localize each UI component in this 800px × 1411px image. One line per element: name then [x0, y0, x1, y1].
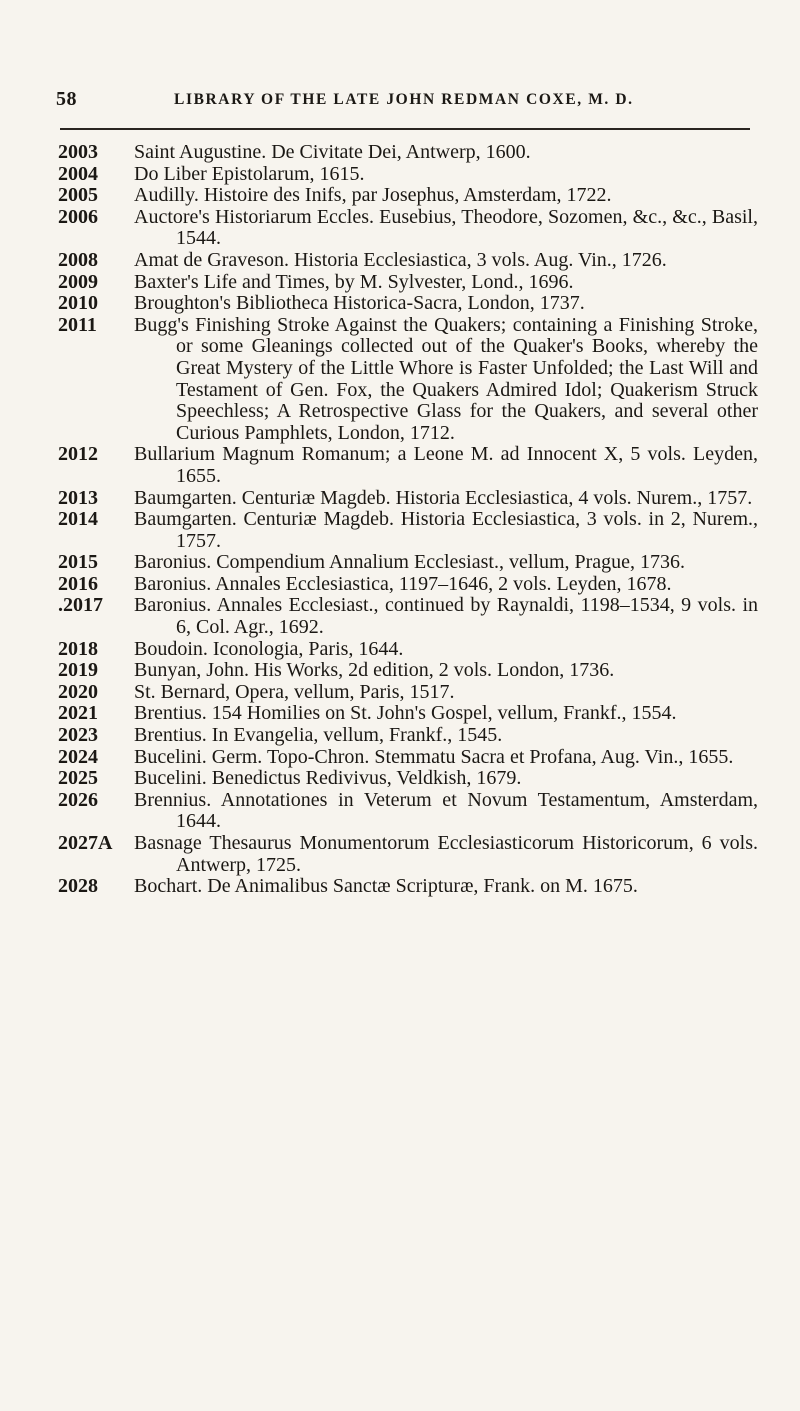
- page-number: 58: [56, 88, 77, 110]
- catalogue-entry: [58, 315, 758, 445]
- catalogue-entry: [58, 164, 758, 186]
- lot-number: 2003: [58, 141, 98, 163]
- catalogue-entry: [58, 660, 758, 682]
- catalogue-entry: [58, 444, 758, 487]
- entry-description: Baumgarten. Centuriæ Magdeb. Historia Ecclesiastica, 4 vols. Nurem., 1757.: [134, 486, 753, 509]
- entry-description: Saint Augustine. De Civitate Dei, Antwerp, 1600.: [134, 141, 531, 163]
- lot-number: 2023: [58, 724, 98, 747]
- entry-description: Brennius. Annotationes in Veterum et Novum Testamentum, Amsterdam, 1644.: [134, 788, 758, 833]
- lot-number: 2021: [58, 702, 98, 725]
- lot-number: 2025: [58, 767, 98, 790]
- lot-number: 2012: [58, 443, 98, 466]
- lot-number: 2026: [58, 788, 98, 811]
- entry-list: [58, 142, 758, 898]
- entry-description: Brentius. In Evangelia, vellum, Frankf., 1545.: [134, 724, 503, 747]
- lot-number: .2017: [58, 594, 103, 617]
- lot-number: 2005: [58, 184, 98, 207]
- lot-number: 2004: [58, 162, 98, 185]
- catalogue-entry: [58, 682, 758, 704]
- catalogue-entry: [58, 725, 758, 747]
- lot-number: 2018: [58, 637, 98, 660]
- lot-number: 2019: [58, 659, 98, 682]
- catalogue-entry: [58, 488, 758, 510]
- entry-description: Bucelini. Benedictus Redivivus, Veldkish, 1679.: [134, 767, 522, 790]
- entry-description: Amat de Graveson. Historia Ecclesiastica, 3 vols. Aug. Vin., 1726.: [134, 248, 667, 271]
- entry-description: Baronius. Annales Ecclesiast., continued by Raynaldi, 1198–1534, 9 vols. in 6, Col. Agr., 1692.: [134, 594, 758, 639]
- catalogue-entry: [58, 552, 758, 574]
- catalogue-entry: [58, 272, 758, 294]
- entry-description: St. Bernard, Opera, vellum, Paris, 1517.: [134, 680, 455, 703]
- entry-description: Boudoin. Iconologia, Paris, 1644.: [134, 637, 404, 660]
- catalogue-entry: [58, 574, 758, 596]
- entry-description: Baronius. Compendium Annalium Ecclesiast., vellum, Prague, 1736.: [134, 551, 686, 574]
- entry-description: Do Liber Epistolarum, 1615.: [134, 162, 365, 185]
- catalogue-entry: [58, 595, 758, 638]
- lot-number: 2006: [58, 205, 98, 228]
- lot-number: 2027A: [58, 832, 113, 854]
- lot-number: 2010: [58, 292, 98, 315]
- catalogue-entry: [58, 293, 758, 315]
- entry-description: Baronius. Annales Ecclesiastica, 1197–1646, 2 vols. Leyden, 1678.: [134, 572, 672, 595]
- lot-number: 2020: [58, 680, 98, 703]
- running-title: LIBRARY OF THE LATE JOHN REDMAN COXE, M. D.: [174, 91, 634, 108]
- entry-description: Bunyan, John. His Works, 2d edition, 2 vols. London, 1736.: [134, 659, 615, 682]
- catalogue-entry: [58, 747, 758, 769]
- lot-number: 2014: [58, 508, 98, 531]
- entry-description: Bugg's Finishing Stroke Against the Quakers; containing a Finishing Stroke, or some Gleanings collected out of the Quaker's Books, whereby the Great Mystery of the Little Whore is Faster Unfolded; the Last Will and Testament of Gen. Fox, the Quakers Admired Idol; Quakerism Struck Speechless; A Retrospective Glass for the Quakers, and several other Curious Pamphlets, London, 1712.: [134, 313, 758, 444]
- lot-number: 2008: [58, 248, 98, 271]
- entry-description: Broughton's Bibliotheca Historica-Sacra, London, 1737.: [134, 292, 585, 315]
- entry-description: Audilly. Histoire des Inifs, par Josephus, Amsterdam, 1722.: [134, 184, 612, 207]
- page-header: [50, 88, 750, 114]
- lot-number: 2028: [58, 875, 98, 898]
- entry-description: Basnage Thesaurus Monumentorum Ecclesiasticorum Historicorum, 6 vols. Antwerp, 1725.: [134, 832, 758, 876]
- entry-description: Baumgarten. Centuriæ Magdeb. Historia Ecclesiastica, 3 vols. in 2, Nurem., 1757.: [134, 508, 758, 552]
- catalogue-entry: [58, 509, 758, 552]
- entry-description: Bochart. De Animalibus Sanctæ Scripturæ, Frank. on M. 1675.: [134, 875, 638, 898]
- lot-number: 2015: [58, 551, 98, 574]
- catalogue-entry: [58, 639, 758, 661]
- entry-description: Bucelini. Germ. Topo-Chron. Stemmatu Sacra et Profana, Aug. Vin., 1655.: [134, 745, 734, 768]
- catalogue-entry: [58, 703, 758, 725]
- catalogue-entry: [58, 185, 758, 207]
- catalogue-entry: [58, 768, 758, 790]
- entry-description: Baxter's Life and Times, by M. Sylvester, Lond., 1696.: [134, 270, 574, 293]
- entry-description: Auctore's Historiarum Eccles. Eusebius, Theodore, Sozomen, &c., &c., Basil, 1544.: [134, 205, 758, 250]
- catalogue-entry: [58, 142, 758, 164]
- catalogue-entry: [58, 876, 758, 898]
- catalogue-entry: [58, 833, 758, 876]
- entry-description: Brentius. 154 Homilies on St. John's Gospel, vellum, Frankf., 1554.: [134, 702, 677, 725]
- entry-description: Bullarium Magnum Romanum; a Leone M. ad Innocent X, 5 vols. Leyden, 1655.: [134, 443, 758, 487]
- catalogue-entry: [58, 250, 758, 272]
- catalogue-entry: [58, 790, 758, 833]
- header-rule: [60, 128, 750, 130]
- lot-number: 2024: [58, 745, 98, 768]
- lot-number: 2016: [58, 572, 98, 595]
- catalogue-entry: [58, 207, 758, 250]
- lot-number: 2009: [58, 270, 98, 293]
- lot-number: 2013: [58, 486, 98, 509]
- lot-number: 2011: [58, 313, 97, 336]
